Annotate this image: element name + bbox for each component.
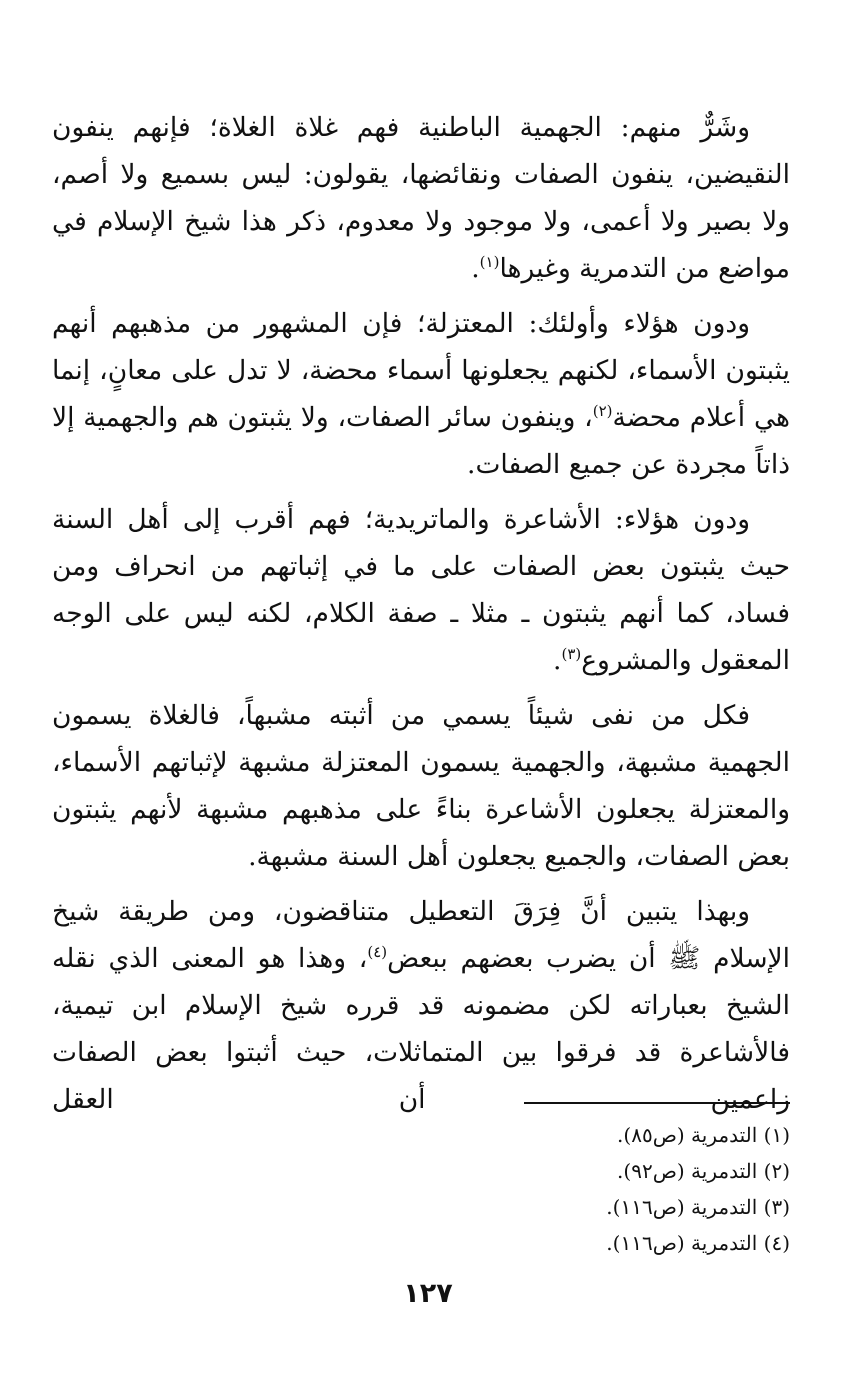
paragraph-3-tail: . — [553, 645, 562, 676]
paragraph-2-tail: ، وينفون سائر الصفات، ولا يثبتون هم والجهمية إلا ذاتاً مجردة عن جميع الصفات. — [52, 402, 790, 480]
footnote-3: (٣) التدمرية (ص١١٦). — [606, 1195, 790, 1219]
footnote-ref-3: (٣) — [561, 645, 582, 664]
paragraph-1 — [52, 104, 790, 292]
main-text — [52, 104, 790, 1123]
paragraph-3 — [52, 496, 790, 684]
paragraph-4 — [52, 692, 790, 880]
paragraph-3-text: ودون هؤلاء: الأشاعرة والماتريدية؛ فهم أقرب إلى أهل السنة حيث يثبتون بعض الصفات على ما في إثباتهم من انحراف ومن فساد، كما أنهم يثبتون ـ مثلا ـ صفة الكلام، لكنه ليس على الوجه المعقول والمشروع — [52, 504, 790, 676]
paragraph-2-text: ودون هؤلاء وأولئك: المعتزلة؛ فإن المشهور من مذهبهم أنهم يثبتون الأسماء، لكنهم يجعلونها أسماء محضة، لا تدل على معانٍ، إنما هي أعلام محضة — [52, 308, 791, 433]
paragraph-5 — [52, 888, 790, 1123]
paragraph-4-text: فكل من نفى شيئاً يسمي من أثبته مشبهاً، فالغلاة يسمون الجهمية مشبهة، والجهمية يسمون المعتزلة مشبهة لإثباتهم الأسماء، والمعتزلة يجعلون الأشاعرة بناءً على مذهبهم مشبهة لأنهم يثبتون بعض الصفات، والجميع يجعلون أهل السنة مشبهة. — [52, 700, 790, 872]
footnote-2: (٢) التدمرية (ص٩٢). — [617, 1159, 790, 1183]
footnote-1: (١) التدمرية (ص٨٥). — [617, 1123, 790, 1147]
footnote-ref-1: (١) — [479, 253, 500, 272]
paragraph-1-text: وشَرٌّ منهم: الجهمية الباطنية فهم غلاة الغلاة؛ فإنهم ينفون النقيضين، ينفون الصفات ونقائضها، يقولون: ليس بسميع ولا أصم، ولا بصير ولا أعمى، ولا موجود ولا معدوم، ذكر هذا شيخ الإسلام في مواضع من التدمرية وغيرها — [52, 112, 790, 284]
paragraph-5-text: وبهذا يتبين أنَّ فِرَقَ التعطيل متناقضون، ومن طريقة شيخ الإسلام ﷺ أن يضرب بعضهم ببعض — [52, 896, 790, 974]
paragraph-5-tail: ، وهذا هو المعنى الذي نقله الشيخ بعباراته لكن مضمونه قد قرره شيخ الإسلام ابن تيمية، فالأشاعرة قد فرقوا بين المتماثلات، حيث أثبتوا بعض الصفات زاعمين أن العقل — [52, 943, 790, 1115]
paragraph-1-tail: . — [471, 253, 480, 284]
footnote-ref-2: (٢) — [592, 402, 613, 421]
paragraph-2 — [52, 300, 790, 488]
page-number: ١٢٧ — [403, 1278, 453, 1309]
footnote-ref-4: (٤) — [367, 943, 388, 962]
footnotes — [290, 1117, 790, 1261]
footnote-4: (٤) التدمرية (ص١١٦). — [606, 1231, 790, 1255]
footnote-divider — [524, 1102, 790, 1104]
